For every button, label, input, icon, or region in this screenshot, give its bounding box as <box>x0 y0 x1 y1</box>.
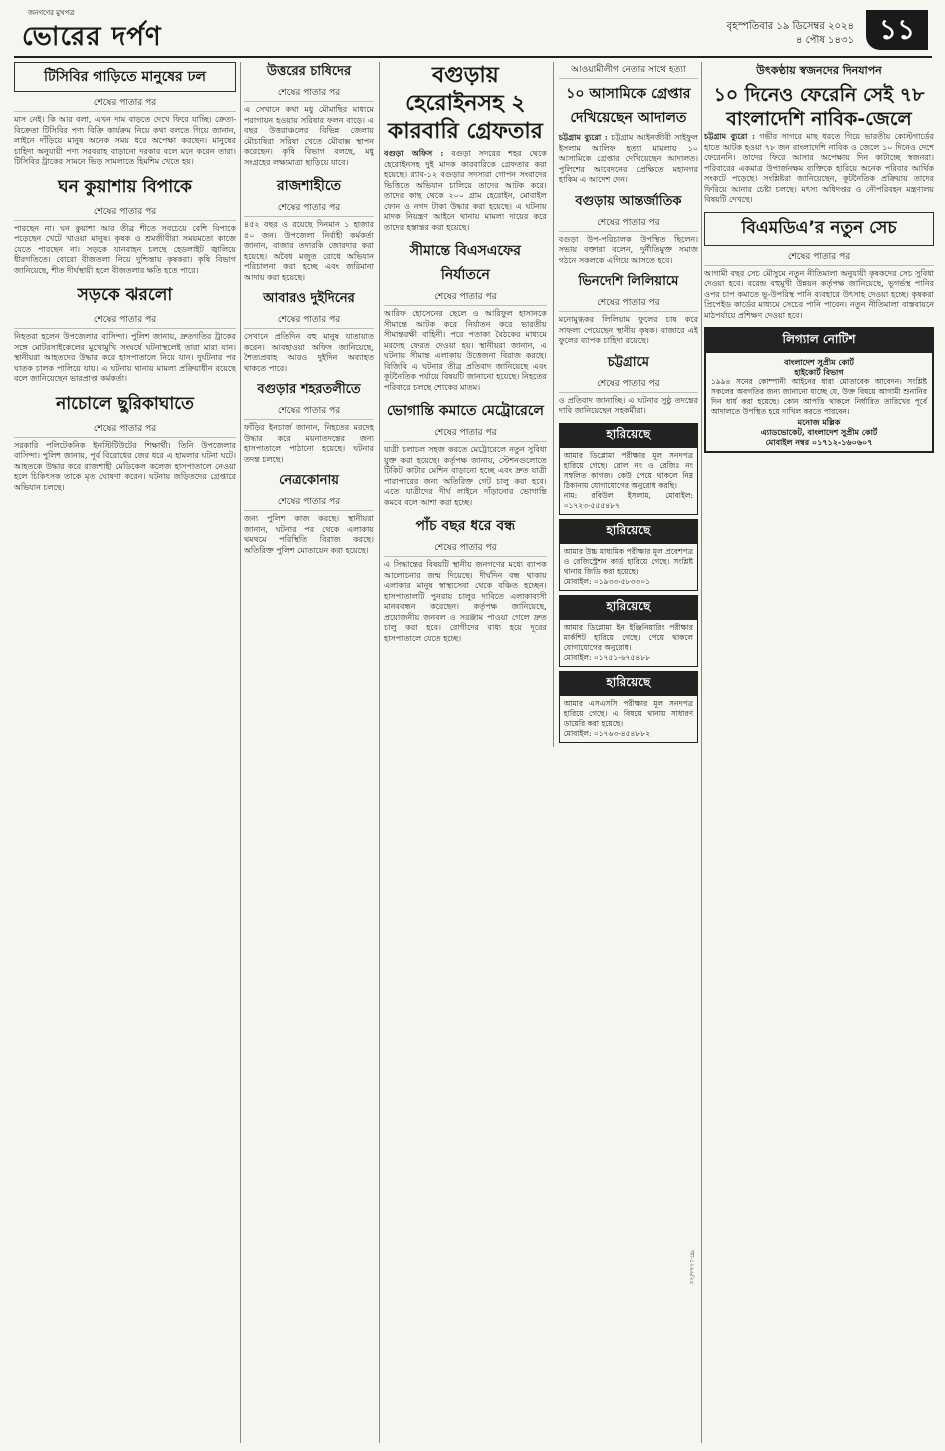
story-byline: চট্টগ্রাম ব্যুরো : <box>558 132 608 142</box>
story-headline: ১০ আসামিকে গ্রেপ্তার দেখিয়েছেন আদালত <box>566 86 691 126</box>
story-headline: ১০ দিনেও ফেরেনি সেই ৭৮ বাংলাদেশি নাবিক-জেলে <box>713 84 925 130</box>
story-kicker: শেষের পাতার পর <box>704 249 934 266</box>
story-headline: সড়কে ঝরলো <box>77 285 173 305</box>
story-body: জন্য পুলিশ কাজ করছে। স্থানীয়রা জানান, ঘটনার পর থেকে এলাকায় থমথমে পরিস্থিতি বিরাজ করছে। অতিরিক্ত পুলিশ মোতায়েন করা হয়েছে। <box>244 514 374 555</box>
story-tcb <box>14 62 236 168</box>
story-bogura-intl <box>559 192 698 267</box>
middle-side <box>553 62 698 747</box>
story-headline: নাচোলে ছুরিকাঘাতে <box>56 393 194 414</box>
story-kicker: শেষের পাতার পর <box>559 295 698 312</box>
logo-name: ভোরের দর্পণ <box>22 22 162 52</box>
lost-notice-contact: নাম: রবিউল ইসলাম, মোবাইল: ০১৭২৩-৫৫৫৪৮৭ <box>563 490 693 510</box>
story-headline: আবারও দুইদিনের <box>263 291 355 306</box>
legal-notice-signatory-title: এ্যাডভোকেট, বাংলাদেশ সুপ্রীম কোর্ট <box>760 427 878 437</box>
story-byline: চট্টগ্রাম ব্যুরো : <box>704 131 755 141</box>
legal-notice <box>704 327 934 453</box>
story-headline: ভিনদেশি লিলিয়ামে <box>578 274 679 289</box>
story-body: সরকারি পলিটেকনিক ইনস্টিটিউটের শিক্ষার্থী। তিনি উপজেলার বাসিন্দা। পুলিশ জানায়, পূর্ব বিরোধের জের ধরে এ হামলার ঘটনা ঘটে। আহতকে উদ্ধার করে রাজশাহী মেডিকেল কলেজ হাসপাতালে নেওয়া হলে চিকিৎসক তাকে মৃত ঘোষণা করেন। ঘটনায় জড়িতদের গ্রেপ্তারে অভিযান চলছে। <box>14 440 236 492</box>
story-heroin-arrest <box>384 62 547 233</box>
story-nachol-stabbing <box>14 391 236 494</box>
story-headline: পাঁচ বছর ধরে বন্ধ <box>415 518 516 534</box>
story-body: পারছেন না। ঘন কুয়াশা আর তীব্র শীতে সবচেয়ে বেশি বিপাকে পড়েছেন খেটে খাওয়া মানুষ। কৃষক ও শ্রমজীবীরা সময়মতো কাজে যেতে পারছেন না। সড়কে যানবাহন চলছে হেডলাইট জ্বালিয়ে ধীরগতিতে। বোরো বীজতলা নিয়ে দুশ্চিন্তায় কৃষকরা। কৃষি বিভাগ জানিয়েছে, শীত দীর্ঘস্থায়ী হলে বীজতলার ক্ষতি হতে পারে। <box>14 223 236 275</box>
story-body-text: গভীর সাগরে মাছ ধরতে গিয়ে ভারতীয় কোস্টগার্ডের হাতে আটক হওয়া ৭৮ জন বাংলাদেশি নাবিক ও জেলে ১০ দিনেও দেশে ফেরেননি। তাদের ফিরে আসার অপেক্ষায় দিন কাটাচ্ছে স্বজনরা। পরিবারের একমাত্র উপার্জনক্ষম ব্যক্তিকে হারিয়ে অনেক পরিবার আর্থিক সংকটে পড়েছে। সংশ্লিষ্টরা জানিয়েছেন, কূটনৈতিক প্রক্রিয়ায় তাদের ফিরিয়ে আনার চেষ্টা চলছে। মৎস্য অধিদপ্তর ও নৌপরিবহন মন্ত্রণালয় বিষয়টি দেখছে। <box>704 132 934 204</box>
story-kicker: শেষের পাতার পর <box>244 403 374 420</box>
legal-notice-title: লিগ্যাল নোটিশ <box>706 329 932 353</box>
column-middle <box>384 62 698 1443</box>
lost-notice-body <box>560 544 697 590</box>
lost-notice <box>559 671 698 743</box>
story-body: আরিফ হোসেনের ছেলে ও আরিফুল হাসানকে সীমান্তে আটক করে নির্যাতন করে ভারতীয় সীমান্তরক্ষী বাহিনী। পরে পতাকা বৈঠকের মাধ্যমে মরদেহ ফেরত দেওয়া হয়। স্থানীয়রা জানান, এ ঘটনায় সীমান্ত এলাকায় উত্তেজনা বিরাজ করছে। বিজিবি এ ঘটনার তীব্র প্রতিবাদ জানিয়েছে এবং কূটনৈতিক পর্যায়ে বিষয়টি জানানো হয়েছে। নিহতের পরিবারে চলছে শোকের মাতম। <box>384 309 547 392</box>
column-right <box>704 62 934 1443</box>
story-fog <box>14 174 236 277</box>
masthead <box>14 6 932 58</box>
story-five-years-closed <box>384 514 547 644</box>
story-kicker: শেষের পাতার পর <box>14 312 236 329</box>
newspaper-logo <box>22 9 162 60</box>
story-headline: সীমান্তে বিএসএফের নির্যাতনে <box>409 243 521 283</box>
column-divider <box>701 62 702 1443</box>
lost-notice-text: আমার ডিপ্লোমা পরীক্ষার মূল সনদপত্র হারিয়ে গেছে। রোল নং ও রেজিঃ নং সম্বলিত কাগজ। কেউ পেয়ে থাকলে নিম্ন ঠিকানায় যোগাযোগের অনুরোধ করছি। <box>563 450 693 490</box>
story-body: মনোমুগ্ধকর লিলিয়াম ফুলের চাষ করে সাফল্য পেয়েছেন স্থানীয় কৃষক। বাজারে এই ফুলের ব্যাপক চাহিদা রয়েছে। <box>558 315 698 345</box>
story-headline: চট্টগ্রামে <box>607 354 649 370</box>
story-kicker: শেষের পাতার পর <box>14 204 236 221</box>
story-kicker: শেষের পাতার পর <box>244 494 374 511</box>
story-kicker: শেষের পাতার পর <box>244 200 374 217</box>
story-kicker: শেষের পাতার পর <box>559 376 698 393</box>
lost-notice-contact: মোবাইল: ০১৯৩৩-৫৮৩৩০১ <box>563 576 651 586</box>
story-body: ও প্রতিবাদ জানাচ্ছি। এ ঘটনার সুষ্ঠু তদন্তের দাবি জানিয়েছেন সহকর্মীরা। <box>558 395 698 415</box>
lost-notice <box>559 519 698 591</box>
story-kicker: শেষের পাতার পর <box>244 312 374 329</box>
story-body: এ সিদ্ধান্তের বিষয়টি স্থানীয় জনগণের মধ্যে ব্যাপক আলোচনার জন্ম দিয়েছে। দীর্ঘদিন বন্ধ থাকায় এলাকার মানুষ স্বাস্থ্যসেবা থেকে বঞ্চিত হচ্ছেন। হাসপাতালটি পুনরায় চালুর দাবিতে এলাকাবাসী মানববন্ধন করেছেন। কর্তৃপক্ষ জানিয়েছে, প্রয়োজনীয় জনবল ও সরঞ্জাম পাওয়া গেলে দ্রুত চালু করা হবে। রোগীদের বাধ্য হয়ে দূরের হাসপাতালে যেতে হচ্ছে। <box>384 560 547 643</box>
legal-notice-text: ১৯৯৪ সনের কোম্পানী আইনের ধারা মোতাবেক আবেদন। সংশ্লিষ্ট সকলের অবগতির জন্য জানানো যাচ্ছে যে, উক্ত বিষয়ে আগামী শুনানির দিন ধার্য করা হয়েছে। কোন আপত্তি থাকলে নির্ধারিত তারিখের পূর্বে আদালতে উপস্থিত হয়ে দাখিল করতে পারবেন। <box>711 377 927 416</box>
story-body: মাস নেই। কি আর বলা, এখন দাম বাড়তে দেখে ফিরে যাচ্ছি। ক্রেতা-বিক্রেতা টিসিবির পণ্য বিক্রি কার্যক্রম নিয়ে কথা বলতে গিয়ে জানান, লাইনে দাঁড়িয়ে মানুষ অনেক সময় ধরে অপেক্ষা করছেন। মানুষের চাহিদা অনুযায়ী পণ্য সরবরাহ বাড়ানো দরকার বলে মনে করেন তারা। টিসিবির ট্রাকের সামনে ভিড় সামলাতে হিমশিম খেতে হয়। <box>14 115 236 166</box>
lost-notice <box>559 595 698 667</box>
story-kicker: শেষের পাতার পর <box>244 85 374 102</box>
story-sailors <box>704 62 934 206</box>
legal-notice-body <box>706 353 932 451</box>
story-two-days <box>244 289 374 374</box>
story-kicker: আওয়ামীলীগ নেতার সাথে হত্যা <box>559 62 698 79</box>
story-road-accident <box>14 282 236 385</box>
story-headline: ভোগান্তি কমাতে মেট্রোরেলে <box>386 403 544 419</box>
lost-notice <box>559 423 698 515</box>
story-body: এ সেখানে কথা মধু মৌমাছির মাধ্যমে পরাগায়ন হওয়ায় সরিষার ফলন বাড়ে। এ বছর উত্তরাঞ্চলের বিভিন্ন জেলায় মৌচাষিরা সরিষা খেতে মৌবাক্স স্থাপন করেছেন। কৃষি বিভাগ বলছে, মধু সংগ্রহের লক্ষ্যমাত্রা ছাড়িয়ে যাবে। <box>244 105 374 167</box>
lost-notice-text: আমার উচ্চ মাধ্যমিক পরীক্ষার মূল প্রবেশপত্র ও রেজিস্ট্রেশন কার্ড হারিয়ে গেছে। সংশ্লিষ্ট থানায় জিডি করা হয়েছে। <box>563 546 693 576</box>
story-headline: রাজশাহীতে <box>276 178 342 194</box>
story-headline: বগুড়ায় হেরোইনসহ ২ কারবারি গ্রেফতার <box>387 63 543 144</box>
story-bogura-suburb <box>244 380 374 465</box>
story-headline: বগুড়ার শহরতলীতে <box>257 382 361 397</box>
story-kicker: শেষের পাতার পর <box>14 95 236 112</box>
story-body <box>384 148 547 233</box>
lost-notice-body <box>560 696 697 742</box>
logo-tagline: জনগণের মুখপত্র <box>28 9 75 17</box>
story-kicker: শেষের পাতার পর <box>384 540 547 557</box>
story-lilium <box>559 272 698 347</box>
story-kicker: শেষের পাতার পর <box>559 215 698 232</box>
story-headline: উত্তরের চাষিদের <box>266 64 352 79</box>
story-bmda-irrigation <box>704 212 934 322</box>
story-bsf <box>384 239 547 393</box>
middle-top-row <box>384 62 698 747</box>
legal-notice-court-name: বাংলাদেশ সুপ্রীম কোর্ট <box>784 357 854 367</box>
lost-notice-body <box>560 448 697 514</box>
story-rajshahi <box>244 174 374 283</box>
story-headline: বিএমডিএ’র নতুন সেচ <box>704 212 934 246</box>
lost-notice-contact: মোবাইল: ০১৭৬৩-৪৫৪৮৮২ <box>563 728 651 738</box>
legal-notice-division: হাইকোর্ট বিভাগ <box>794 367 844 377</box>
date-gregorian: বৃহস্পতিবার ১৯ ডিসেম্বর ২০২৪ <box>726 21 854 32</box>
column-divider <box>379 62 380 1443</box>
column-divider <box>240 62 241 1443</box>
story-byline: বগুড়া অফিস : <box>384 148 444 158</box>
story-netrokona <box>244 471 374 556</box>
story-north-farmers <box>244 62 374 168</box>
story-body: আগামী বছর সেচ মৌসুমে নতুন নীতিমালা অনুযায়ী কৃষকদের সেচ সুবিধা দেওয়া হবে। বরেন্দ্র বহুমুখী উন্নয়ন কর্তৃপক্ষ জানিয়েছে, ভূগর্ভস্থ পানির ওপর চাপ কমাতে ভূ-উপরিস্থ পানি ব্যবহারে উৎসাহ দেওয়া হচ্ছে। কৃষকরা প্রিপেইড কার্ডের মাধ্যমে সেচের পানি পাবেন। নতুন নীতিমালা বাস্তবায়নে মাঠপর্যায়ে প্রশিক্ষণ দেওয়া হবে। <box>704 268 934 320</box>
story-body <box>704 131 934 206</box>
lost-notice-body <box>560 620 697 666</box>
story-kicker: শেষের পাতার পর <box>384 425 547 442</box>
lost-notice-text: আমার এসএসসি পরীক্ষার মূল সনদপত্র হারিয়ে গেছে। এ বিষয়ে থানায় সাধারণ ডায়েরি করা হয়েছে। <box>563 698 693 728</box>
story-kicker: শেষের পাতার পর <box>384 289 547 306</box>
page-number: ১১ <box>866 10 928 50</box>
story-chattogram <box>559 353 698 417</box>
story-body: যাত্রী চলাচল সহজ করতে মেট্রোরেলে নতুন সুবিধা যুক্ত করা হয়েছে। কর্তৃপক্ষ জানায়, স্টেশনগুলোতে টিকিট কাটার মেশিন বাড়ানো হচ্ছে এবং দ্রুত যাত্রী পারাপারের জন্য অতিরিক্ত গেট চালু করা হবে। এতে যাত্রীদের দীর্ঘ লাইনে দাঁড়ানোর ভোগান্তি কমবে বলে আশা করা হচ্ছে। <box>384 445 547 507</box>
date-line <box>727 20 854 48</box>
story-body: ৪৫২ বছর ও রয়েছে দিনমান ১ হাজার ৫০ জন। উপজেলা নির্বাহী কর্মকর্তা জানান, বাজার তদারকি জোরদার করা হয়েছে। অবৈধ মজুত রোধে অভিযান পরিচালনা করা হচ্ছে এবং জরিমানা আদায় করা হয়েছে। <box>244 220 374 282</box>
date-bangla: ৪ পৌষ ১৪৩১ <box>795 35 854 46</box>
lost-notice-title: হারিয়েছে <box>560 672 697 696</box>
lost-notice-title: হারিয়েছে <box>560 596 697 620</box>
story-headline: বগুড়ায় আন্তর্জাতিক <box>575 193 682 209</box>
story-kicker: উৎকণ্ঠায় স্বজনদের দিনযাপন <box>756 64 882 77</box>
lost-notice-text: আমার ডিপ্লোমা ইন ইঞ্জিনিয়ারিং পরীক্ষার মার্কশিট হারিয়ে গেছে। পেয়ে থাকলে যোগাযোগের অনুরোধ। <box>563 622 693 652</box>
story-headline: ঘন কুয়াশায় বিপাকে <box>58 176 192 197</box>
story-body-text: বগুড়া সদরের শহর থেকে হেরোইনসহ দুই মাদক কারবারিকে গ্রেফতার করা হয়েছে। র‍্যাব-১২ বগুড়ার সদস্যরা গোপন সংবাদের ভিত্তিতে অভিযান চালিয়ে তাদের আটক করে। তাদের কাছ থেকে ২০০ গ্রাম হেরোইন, মোবাইল ফোন ও নগদ টাকা উদ্ধার করা হয়েছে। এ ঘটনায় মাদক নিয়ন্ত্রণ আইনে থানায় মামলা দায়ের করে তাদের হস্তান্তর করা হয়েছে। <box>384 149 547 232</box>
story-headline: নেত্রকোনায় <box>279 473 339 488</box>
story-kicker: শেষের পাতার পর <box>14 421 236 438</box>
story-body: নিহতরা হলেন উপজেলার বাসিন্দা। পুলিশ জানায়, দ্রুতগতির ট্রাকের সঙ্গে মোটরসাইকেলের মুখোমুখি সংঘর্ষে ঘটনাস্থলেই তারা মারা যান। স্থানীয়রা আহতদের উদ্ধার করে হাসপাতালে নিয়ে যান। দুর্ঘটনার পর ঘাতক চালক পালিয়ে যায়। এ ঘটনায় থানায় মামলা প্রক্রিয়াধীন রয়েছে বলে জানিয়েছেন ভারপ্রাপ্ত কর্মকর্তা। <box>14 332 236 383</box>
column-second <box>244 62 374 1443</box>
lost-notice-contact: মোবাইল: ০১৭৫১-৬৭৫৪৮৮ <box>563 652 651 662</box>
story-headline: টিসিবির গাড়িতে মানুষের ঢল <box>14 62 236 92</box>
lost-notice-title: হারিয়েছে <box>560 424 697 448</box>
story-metrorail <box>384 399 547 508</box>
print-code: আ-১২৯৬/২৪ <box>688 1250 695 1285</box>
story-body-text: চট্টগ্রাম আইনজীবী সাইফুল ইসলাম আলিফ হত্যা মামলায় ১০ আসামিকে গ্রেপ্তার দেখিয়েছেন আদালত। পুলিশের আবেদনের প্রেক্ষিতে মহানগর হাকিম এ আদেশ দেন। <box>558 133 698 184</box>
story-body: বগুড়া উপ-পরিচালক উপস্থিত ছিলেন। সভায় বক্তারা বলেন, দুর্নীতিমুক্ত সমাজ গঠনে সকলকে এগিয়ে আসতে হবে। <box>558 234 698 265</box>
legal-notice-contact: মোবাইল নম্বর ০১৭১২-১৬০৬০৭ <box>765 437 873 447</box>
middle-main <box>384 62 547 747</box>
story-body: ফাঁড়ির ইনচার্জ জানান, নিহতের মরদেহ উদ্ধার করে ময়নাতদন্তের জন্য হাসপাতালে পাঠানো হয়েছে। ঘটনার তদন্ত চলছে। <box>244 423 374 464</box>
column-left <box>14 62 236 1443</box>
story-court-arrest <box>559 62 698 186</box>
story-body <box>559 132 698 186</box>
story-body: সেখানে প্রতিদিন বহু মানুষ যাতায়াত করেন। আবহাওয়া অফিস জানিয়েছে, শৈত্যপ্রবাহ আরও দুইদিন অব্যাহত থাকতে পারে। <box>244 332 374 373</box>
lost-notice-title: হারিয়েছে <box>560 520 697 544</box>
legal-notice-signatory: মনোজ মল্লিক <box>797 417 841 427</box>
